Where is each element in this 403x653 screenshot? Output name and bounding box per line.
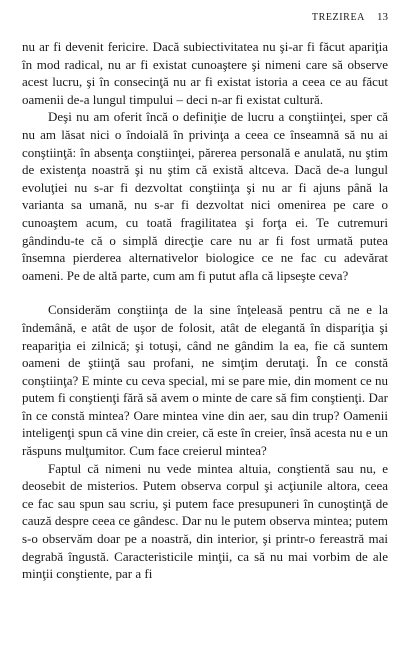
page-number: 13	[377, 11, 388, 23]
section-break	[22, 284, 388, 301]
book-page	[22, 10, 388, 583]
paragraph-2: Deşi nu am oferit încă o definiţie de lucru a conştiinţei, sper că nu am lăsat nici o îndoială în privinţa a ceea ce înseamnă să nu ai conştiinţă: în absenţa conştiinţei, părerea personală e anulată, nu ştim de existenţa noastră şi nu ştim că există altceva. Dacă de-a lungul evoluţiei nu s-ar fi dezvoltat conştiinţa şi nu ar fi ajuns până la varianta sa umană, nu s-ar fi dezvoltat nici omenirea pe care o cunoaştem acum, cu toată fragilitatea şi forţa ei. Te cutremuri gândindu-te că o simplă direcţie care nu ar fi fost urmată putea însemna pierderea alternativelor biologice ce ne fac cu adevărat oameni. Pe de altă parte, cum am fi putut afla că lipseşte ceva?	[22, 109, 388, 283]
chapter-title: TREZIREA	[311, 12, 365, 23]
paragraph-1: nu ar fi devenit fericire. Dacă subiectivitatea nu şi-ar fi făcut apariţia în mod radical, nu ar fi existat cunoaştere şi nimeni care să observe acest lucru, şi în consecinţă nu ar fi existat istoria a ceea ce au făcut oamenii de-a lungul timpului – deci n-ar fi existat cultură.	[22, 39, 388, 107]
running-head	[22, 10, 388, 24]
paragraph-3: Considerăm conştiinţa de la sine înţeleasă pentru că ne e la îndemână, e atât de uşor de folosit, atât de elegantă în dispariţia şi reapariţia ei zilnică; şi totuşi, când ne gândim la ea, fie că suntem oameni de ştiinţă sau profani, ne simţim derutaţi. În ce constă conştiinţa? E minte cu ceva special, mi se pare mie, din moment ce nu putem fi conştienţi fără să avem o minte de care să fim conştienţi. Dar în ce constă mintea? Oare mintea vine din aer, sau din trup? Oamenii inteligenţi spun că vine din creier, că este în creier, însă acesta nu e un răspuns mulţumitor. Cum face creierul mintea?	[22, 302, 388, 459]
body-text	[22, 38, 388, 583]
paragraph-4: Faptul că nimeni nu vede mintea altuia, conştientă sau nu, e deosebit de misterios. Putem observa corpul şi acţiunile altora, ceea ce fac sau spun sau scriu, şi putem face presupuneri în cunoştinţă de cauză despre ceea ce gândesc. Dar nu le putem observa mintea; putem s-o observăm doar pe a noastră, din interior, şi printr-o fereastră mai degrabă îngustă. Caracteristicile minţii, ca să nu mai vorbim de ale minţii conştiente, par a fi	[22, 460, 388, 582]
